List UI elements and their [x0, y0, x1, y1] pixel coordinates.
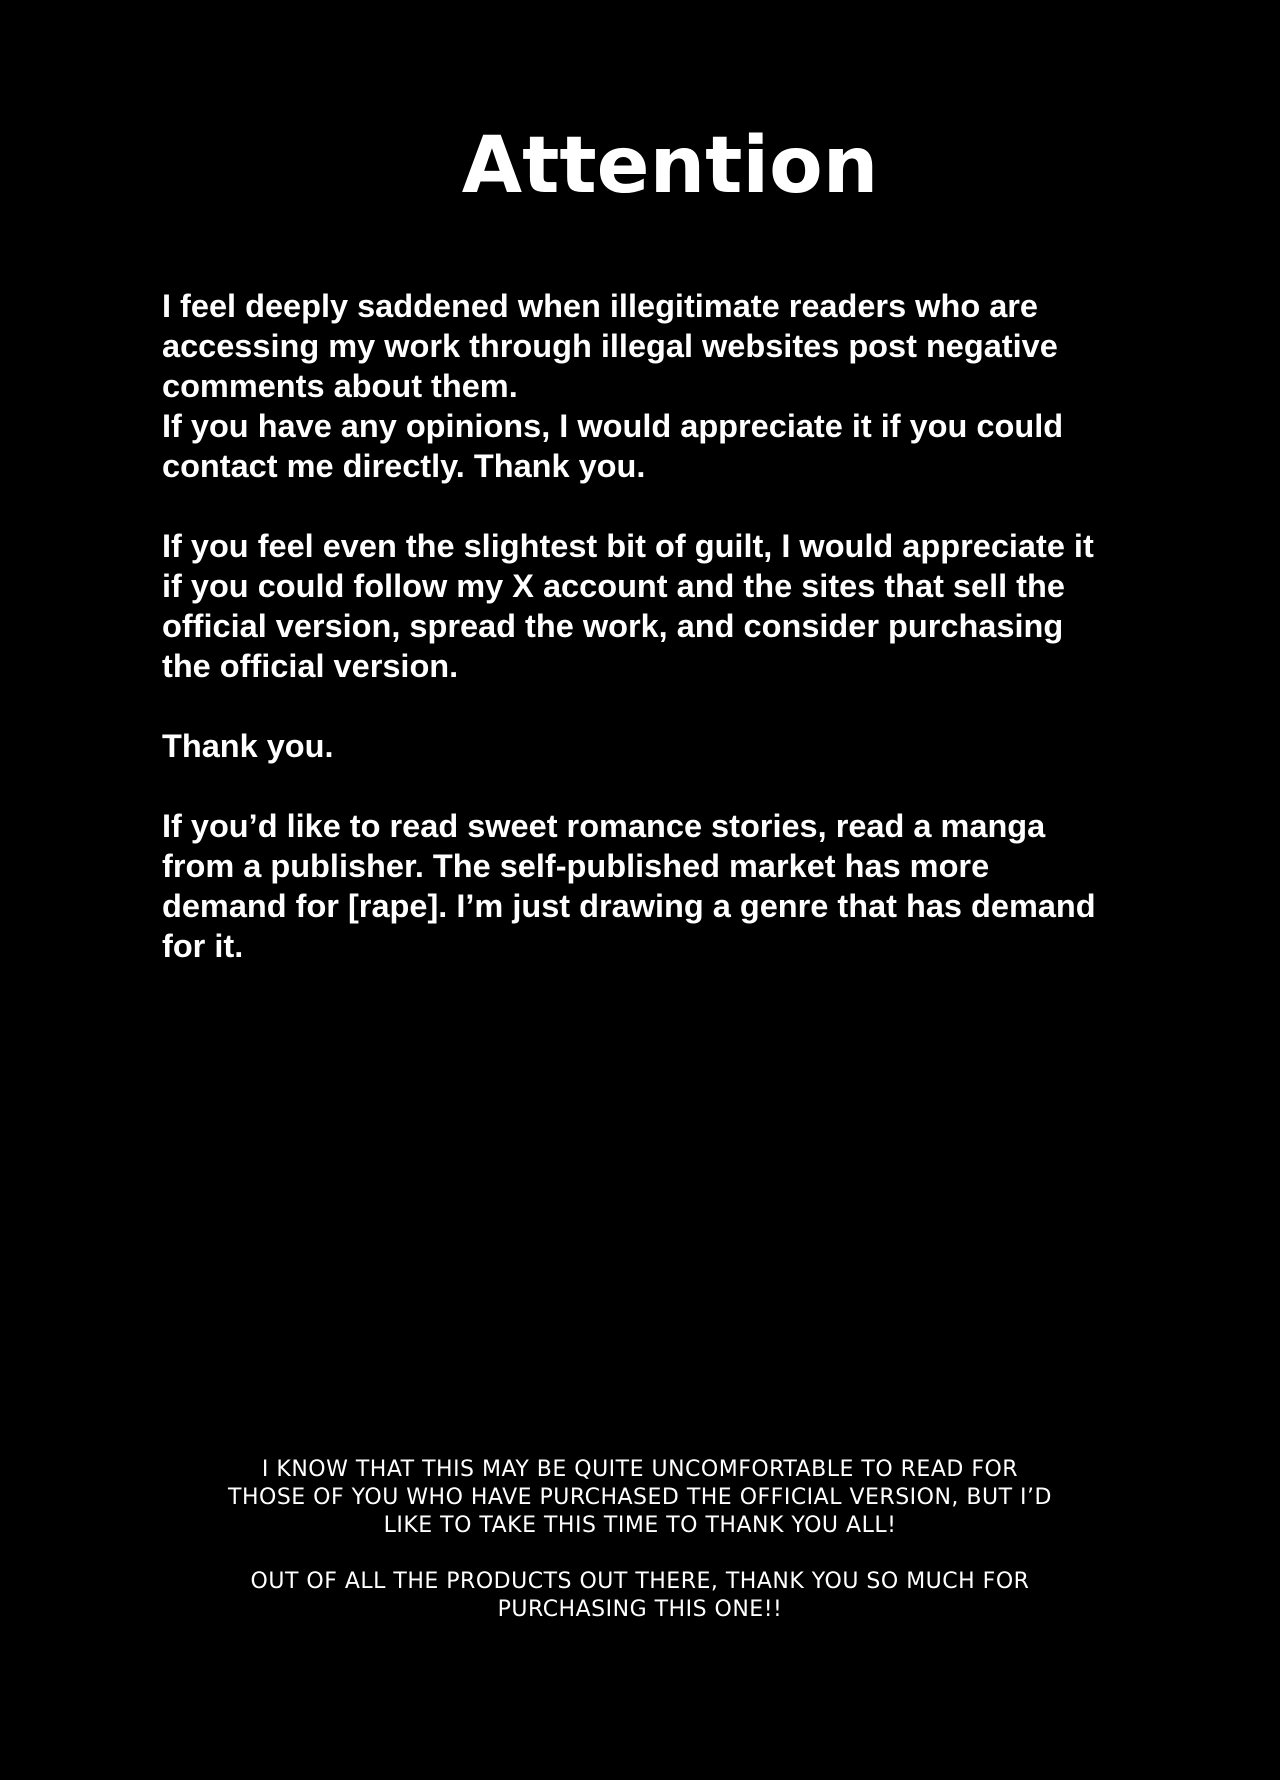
notice-body	[162, 286, 1182, 1006]
thank-you-paragraph-2: OUT OF ALL THE PRODUCTS OUT THERE, THANK YOU SO MUCH FOR PURCHASING THIS ONE!!	[250, 1569, 1030, 1622]
notice-paragraph-3: Thank you.	[162, 728, 334, 764]
notice-paragraph-4: If you’d like to read sweet romance stories, read a manga from a publisher. The self-published market has more demand for [rape]. I’m just drawing a genre that has demand for it.	[162, 808, 1096, 964]
page-title: Attention	[461, 121, 879, 211]
thank-you-note	[150, 1456, 1130, 1652]
notice-paragraph-2: If you feel even the slightest bit of guilt, I would appreciate it if you could follow my X account and the sites that sell the official version, spread the work, and consider purchasing the official version.	[162, 528, 1094, 684]
notice-paragraph-1: I feel deeply saddened when illegitimate readers who are accessing my work through illegal websites post negative comments about them. If you have any opinions, I would appreciate it if you could contact me directly. Thank you.	[162, 288, 1064, 484]
thank-you-paragraph-1: I KNOW THAT THIS MAY BE QUITE UNCOMFORTABLE TO READ FOR THOSE OF YOU WHO HAVE PURCHASED THE OFFICIAL VERSION, BUT I’D LIKE TO TAKE THIS TIME TO THANK YOU ALL!	[228, 1457, 1052, 1538]
